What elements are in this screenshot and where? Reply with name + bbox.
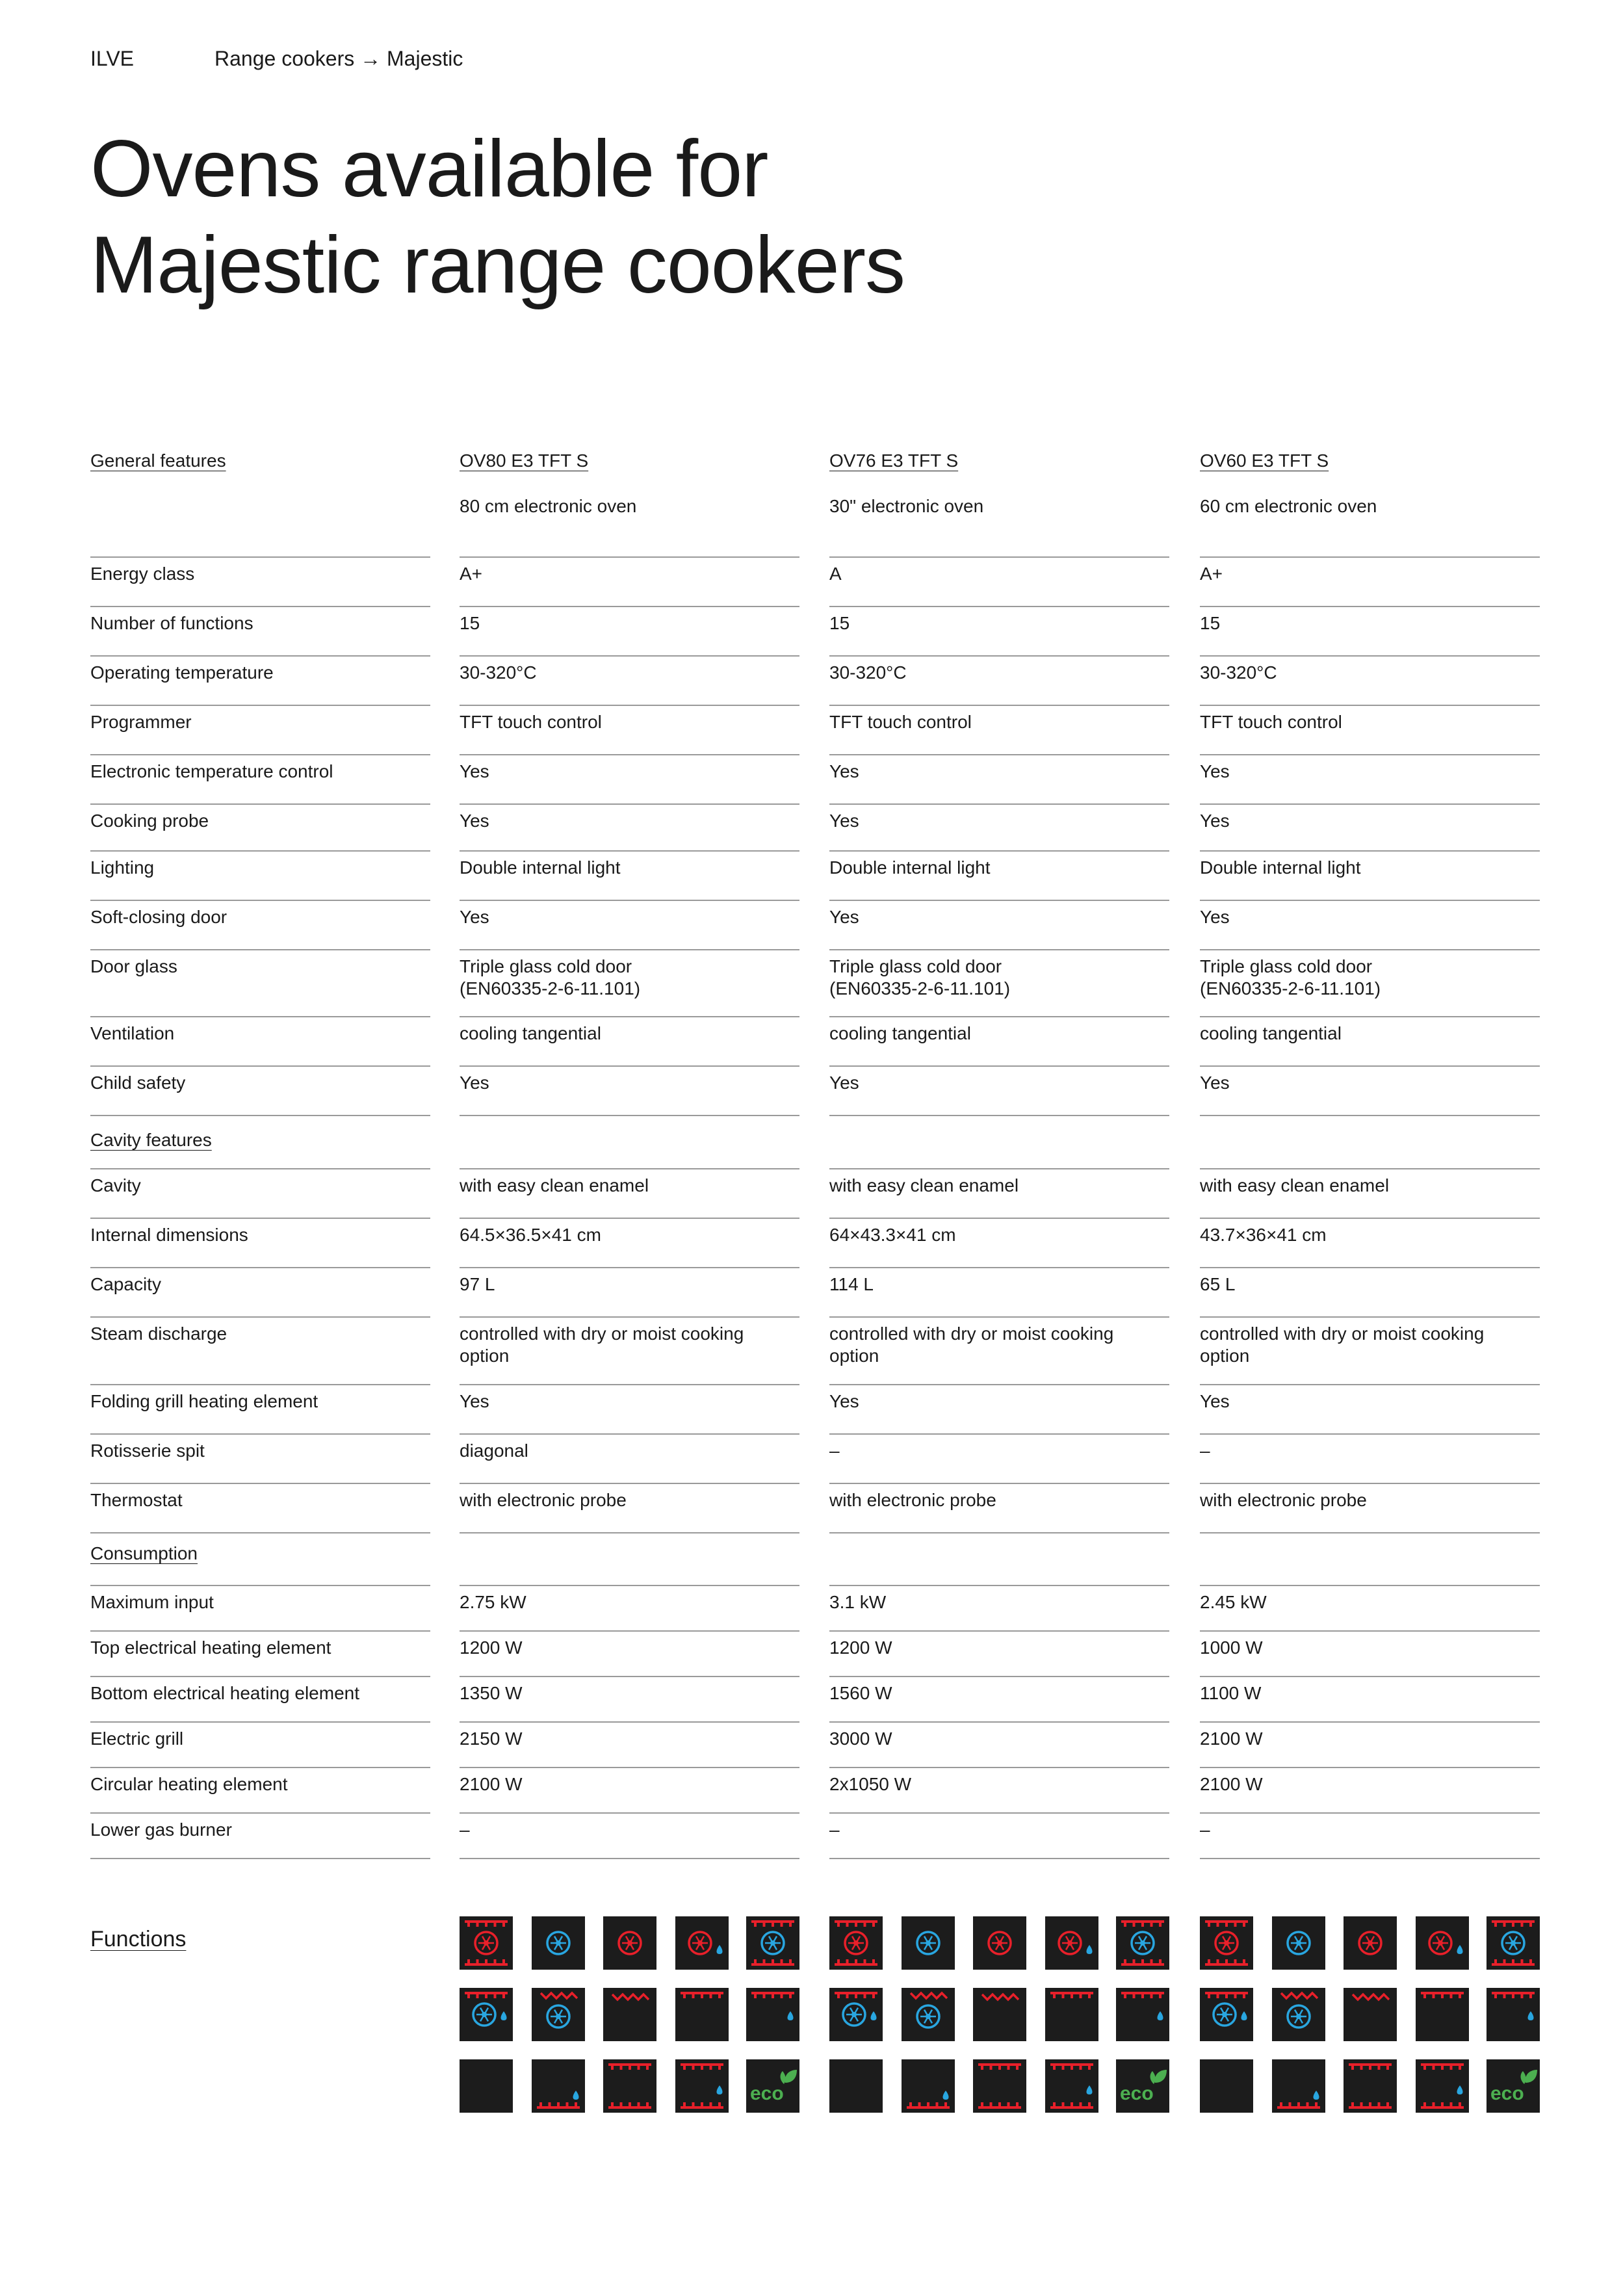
row-divider — [829, 1676, 1169, 1677]
row-divider — [1200, 803, 1540, 805]
spec-value: Yes — [829, 907, 859, 927]
spec-value: TFT touch control — [829, 712, 972, 732]
row-divider — [90, 803, 430, 805]
spec-value: Double internal light — [829, 857, 991, 878]
eco-label: eco — [1120, 2083, 1154, 2104]
spec-value: Triple glass cold door (EN60335-2-6-11.101) — [829, 956, 1011, 998]
row-divider — [90, 1267, 430, 1268]
row-divider — [829, 1433, 1169, 1435]
spec-value: Triple glass cold door (EN60335-2-6-11.101) — [460, 956, 641, 998]
spec-value: Yes — [460, 761, 489, 781]
fan-blue-top-bottom-icon — [746, 1916, 799, 1970]
fan-blue-grill-icon — [902, 1988, 955, 2041]
spec-value: A+ — [460, 564, 483, 584]
spec-label: Circular heating element — [90, 1774, 288, 1794]
spec-value: controlled with dry or moist cooking option — [460, 1324, 744, 1366]
row-divider — [90, 556, 430, 558]
row-divider — [90, 1168, 430, 1169]
row-divider — [460, 1218, 799, 1219]
top-element-icon — [1416, 1988, 1469, 2041]
spec-value: 64.5×36.5×41 cm — [460, 1225, 601, 1245]
row-divider — [829, 1721, 1169, 1723]
steam-drop-icon — [1272, 2059, 1325, 2113]
row-divider — [460, 1384, 799, 1385]
row-divider — [90, 1676, 430, 1677]
spec-label: Top electrical heating element — [90, 1637, 331, 1658]
spec-label: Lighting — [90, 857, 155, 878]
spec-label: Soft-closing door — [90, 907, 227, 927]
fan-red-icon — [973, 1916, 1026, 1970]
eco-icon — [746, 2059, 799, 2113]
row-divider — [829, 1384, 1169, 1385]
row-divider — [829, 655, 1169, 657]
fan-top-bottom-red-icon — [460, 1916, 513, 1970]
steam-icon — [746, 1988, 799, 2041]
table-end-divider — [1200, 1858, 1540, 1859]
row-divider — [1200, 850, 1540, 852]
row-divider — [1200, 1812, 1540, 1814]
grill-icon — [1344, 1988, 1397, 2041]
row-divider — [1200, 1767, 1540, 1768]
spec-label: Maximum input — [90, 1592, 214, 1612]
spec-value: 15 — [460, 613, 480, 633]
row-divider — [829, 1585, 1169, 1586]
spec-value: 2100 W — [1200, 1774, 1263, 1794]
spec-value: Yes — [1200, 761, 1230, 781]
spec-value: – — [1200, 1820, 1210, 1840]
model-description: 30" electronic oven — [829, 496, 984, 516]
spec-label: Operating temperature — [90, 662, 274, 683]
row-divider — [90, 1016, 430, 1017]
row-divider — [829, 1483, 1169, 1484]
spec-value: with electronic probe — [460, 1490, 627, 1510]
model-name: OV60 E3 TFT S — [1200, 450, 1329, 471]
table-end-divider — [90, 1858, 430, 1859]
top-element-icon — [1045, 1988, 1098, 2041]
spec-label: Energy class — [90, 564, 195, 584]
fan-red-icon — [603, 1916, 656, 1970]
row-divider — [460, 1767, 799, 1768]
row-divider — [460, 1483, 799, 1484]
breadcrumb[interactable]: Range cookers → Majestic — [214, 47, 463, 70]
row-divider — [829, 705, 1169, 706]
row-divider — [90, 1721, 430, 1723]
spec-value: – — [829, 1820, 840, 1840]
row-divider — [829, 1267, 1169, 1268]
row-divider — [90, 949, 430, 950]
spec-label: Lower gas burner — [90, 1820, 232, 1840]
spec-label: Cooking probe — [90, 811, 209, 831]
row-divider — [90, 1767, 430, 1768]
spec-label: Thermostat — [90, 1490, 183, 1510]
row-divider — [1200, 1630, 1540, 1632]
top-bottom-icon — [1344, 2059, 1397, 2113]
row-divider — [829, 556, 1169, 558]
row-divider — [460, 1812, 799, 1814]
spec-value: Yes — [829, 811, 859, 831]
spec-label: Internal dimensions — [90, 1225, 248, 1245]
spec-value: Yes — [1200, 907, 1230, 927]
bottom-heat-icon — [829, 2059, 883, 2113]
spec-value: 1200 W — [460, 1637, 523, 1658]
row-divider — [90, 1630, 430, 1632]
row-divider — [90, 1433, 430, 1435]
spec-value: 2100 W — [460, 1774, 523, 1794]
spec-value: with easy clean enamel — [460, 1175, 649, 1195]
spec-value: 30-320°C — [1200, 662, 1277, 683]
spec-value: – — [829, 1441, 840, 1461]
row-divider — [460, 1016, 799, 1017]
row-divider — [460, 1316, 799, 1318]
top-bottom-steam-icon — [1416, 2059, 1469, 2113]
fan-blue-icon — [1272, 1916, 1325, 1970]
row-divider — [460, 606, 799, 607]
row-divider — [90, 1812, 430, 1814]
row-divider — [829, 1767, 1169, 1768]
spec-value: cooling tangential — [1200, 1023, 1342, 1043]
row-divider — [460, 803, 799, 805]
eco-icon — [1116, 2059, 1169, 2113]
row-divider — [1200, 1115, 1540, 1116]
spec-label: Bottom electrical heating element — [90, 1683, 359, 1703]
spec-label: Rotisserie spit — [90, 1441, 205, 1461]
spec-value: controlled with dry or moist cooking option — [829, 1324, 1114, 1366]
row-divider — [829, 900, 1169, 901]
model-description: 80 cm electronic oven — [460, 496, 637, 516]
row-divider — [1200, 1168, 1540, 1169]
spec-value: with easy clean enamel — [829, 1175, 1019, 1195]
row-divider — [460, 655, 799, 657]
row-divider — [829, 1812, 1169, 1814]
fan-blue-steam-icon — [1200, 1988, 1253, 2041]
row-divider — [1200, 900, 1540, 901]
spec-value: controlled with dry or moist cooking option — [1200, 1324, 1485, 1366]
row-divider — [829, 850, 1169, 852]
spec-value: A — [829, 564, 842, 584]
row-divider — [90, 1218, 430, 1219]
row-divider — [460, 754, 799, 755]
eco-icon — [1487, 2059, 1540, 2113]
model-description: 60 cm electronic oven — [1200, 496, 1377, 516]
top-bottom-steam-icon — [1045, 2059, 1098, 2113]
row-divider — [829, 1218, 1169, 1219]
row-divider — [90, 1384, 430, 1385]
row-divider — [90, 1115, 430, 1116]
top-bottom-icon — [603, 2059, 656, 2113]
row-divider — [460, 556, 799, 558]
row-divider — [1200, 1532, 1540, 1533]
fan-blue-top-bottom-icon — [1487, 1916, 1540, 1970]
row-divider — [90, 754, 430, 755]
row-divider — [90, 1585, 430, 1586]
table-end-divider — [829, 1858, 1169, 1859]
model-name: OV80 E3 TFT S — [460, 450, 589, 471]
fan-blue-grill-icon — [532, 1988, 585, 2041]
spec-value: Yes — [460, 1391, 489, 1411]
spec-value: diagonal — [460, 1441, 528, 1461]
spec-value: Yes — [829, 1391, 859, 1411]
functions-icon-grid — [460, 1916, 799, 2111]
section-title-functions: Functions — [90, 1927, 187, 1951]
row-divider — [1200, 1218, 1540, 1219]
steam-drop-icon — [902, 2059, 955, 2113]
spec-value: TFT touch control — [1200, 712, 1342, 732]
spec-value: 2x1050 W — [829, 1774, 912, 1794]
fan-red-steam-icon — [1045, 1916, 1098, 1970]
spec-label: Child safety — [90, 1073, 186, 1093]
spec-value: Yes — [829, 1073, 859, 1093]
row-divider — [90, 1316, 430, 1318]
spec-value: cooling tangential — [829, 1023, 971, 1043]
spec-value: 1350 W — [460, 1683, 523, 1703]
steam-drop-icon — [532, 2059, 585, 2113]
spec-value: 1560 W — [829, 1683, 892, 1703]
row-divider — [1200, 705, 1540, 706]
row-divider — [460, 1267, 799, 1268]
fan-red-steam-icon — [1416, 1916, 1469, 1970]
row-divider — [829, 1168, 1169, 1169]
row-divider — [829, 1316, 1169, 1318]
spec-label: Steam discharge — [90, 1324, 227, 1344]
spec-value: with easy clean enamel — [1200, 1175, 1390, 1195]
row-divider — [90, 705, 430, 706]
spec-value: 43.7×36×41 cm — [1200, 1225, 1327, 1245]
spec-label: Capacity — [90, 1274, 161, 1294]
page-title: Ovens available for Majestic range cookers — [90, 124, 905, 310]
spec-value: Yes — [1200, 1073, 1230, 1093]
row-divider — [90, 606, 430, 607]
spec-value: 65 L — [1200, 1274, 1236, 1294]
spec-value: 15 — [1200, 613, 1221, 633]
functions-icon-grid — [1200, 1916, 1540, 2111]
fan-top-bottom-red-icon — [829, 1916, 883, 1970]
spec-value: Yes — [829, 761, 859, 781]
spec-value: 2100 W — [1200, 1729, 1263, 1749]
spec-label: Electric grill — [90, 1729, 184, 1749]
spec-value: – — [460, 1820, 470, 1840]
spec-value: 3.1 kW — [829, 1592, 887, 1612]
fan-blue-icon — [532, 1916, 585, 1970]
bottom-heat-icon — [460, 2059, 513, 2113]
table-end-divider — [460, 1858, 799, 1859]
row-divider — [829, 949, 1169, 950]
row-divider — [829, 1016, 1169, 1017]
row-divider — [460, 705, 799, 706]
spec-label: Programmer — [90, 712, 192, 732]
fan-blue-icon — [902, 1916, 955, 1970]
spec-label: Folding grill heating element — [90, 1391, 318, 1411]
row-divider — [460, 900, 799, 901]
row-divider — [1200, 1721, 1540, 1723]
spec-value: 30-320°C — [460, 662, 537, 683]
grill-icon — [973, 1988, 1026, 2041]
row-divider — [460, 1433, 799, 1435]
section-title-cavity: Cavity features — [90, 1130, 212, 1150]
functions-icon-grid — [829, 1916, 1169, 2111]
spec-value: Yes — [460, 907, 489, 927]
row-divider — [1200, 1267, 1540, 1268]
top-bottom-icon — [973, 2059, 1026, 2113]
spec-value: 15 — [829, 613, 850, 633]
row-divider — [90, 850, 430, 852]
spec-value: Yes — [1200, 1391, 1230, 1411]
row-divider — [1200, 1016, 1540, 1017]
fan-blue-grill-icon — [1272, 1988, 1325, 2041]
row-divider — [460, 1532, 799, 1533]
spec-label: Cavity — [90, 1175, 141, 1195]
row-divider — [90, 1532, 430, 1533]
row-divider — [1200, 1676, 1540, 1677]
row-divider — [90, 655, 430, 657]
spec-value: 30-320°C — [829, 662, 907, 683]
row-divider — [460, 1676, 799, 1677]
row-divider — [1200, 1585, 1540, 1586]
row-divider — [90, 1065, 430, 1067]
spec-value: – — [1200, 1441, 1210, 1461]
top-element-icon — [675, 1988, 729, 2041]
row-divider — [460, 1630, 799, 1632]
spec-value: 2.45 kW — [1200, 1592, 1267, 1612]
row-divider — [1200, 1316, 1540, 1318]
row-divider — [90, 1483, 430, 1484]
section-title-consumption: Consumption — [90, 1543, 198, 1563]
row-divider — [1200, 1384, 1540, 1385]
row-divider — [829, 1115, 1169, 1116]
spec-value: 3000 W — [829, 1729, 892, 1749]
fan-red-icon — [1344, 1916, 1397, 1970]
spec-value: 1000 W — [1200, 1637, 1263, 1658]
spec-value: with electronic probe — [1200, 1490, 1367, 1510]
spec-value: Triple glass cold door (EN60335-2-6-11.101) — [1200, 956, 1381, 998]
fan-blue-steam-icon — [829, 1988, 883, 2041]
model-name: OV76 E3 TFT S — [829, 450, 959, 471]
row-divider — [1200, 1483, 1540, 1484]
bottom-heat-icon — [1200, 2059, 1253, 2113]
spec-value: cooling tangential — [460, 1023, 601, 1043]
row-divider — [1200, 949, 1540, 950]
spec-value: A+ — [1200, 564, 1223, 584]
steam-icon — [1487, 1988, 1540, 2041]
grill-icon — [603, 1988, 656, 2041]
spec-label: Ventilation — [90, 1023, 175, 1043]
row-divider — [460, 1065, 799, 1067]
row-divider — [1200, 655, 1540, 657]
spec-value: Yes — [1200, 811, 1230, 831]
steam-icon — [1116, 1988, 1169, 2041]
row-divider — [1200, 754, 1540, 755]
row-divider — [829, 1065, 1169, 1067]
spec-label: Door glass — [90, 956, 177, 976]
top-bottom-steam-icon — [675, 2059, 729, 2113]
eco-label: eco — [750, 2083, 784, 2104]
row-divider — [1200, 1065, 1540, 1067]
brand-label: ILVE — [90, 47, 134, 70]
spec-value: 2150 W — [460, 1729, 523, 1749]
spec-value: 64×43.3×41 cm — [829, 1225, 956, 1245]
row-divider — [90, 900, 430, 901]
spec-value: Double internal light — [1200, 857, 1361, 878]
row-divider — [460, 850, 799, 852]
spec-value: 114 L — [829, 1274, 874, 1294]
section-title-general: General features — [90, 450, 226, 471]
row-divider — [1200, 556, 1540, 558]
spec-value: 97 L — [460, 1274, 495, 1294]
row-divider — [460, 949, 799, 950]
fan-top-bottom-red-icon — [1200, 1916, 1253, 1970]
row-divider — [460, 1585, 799, 1586]
row-divider — [1200, 606, 1540, 607]
row-divider — [829, 1532, 1169, 1533]
row-divider — [1200, 1433, 1540, 1435]
row-divider — [829, 803, 1169, 805]
spec-label: Electronic temperature control — [90, 761, 333, 781]
row-divider — [829, 606, 1169, 607]
row-divider — [829, 754, 1169, 755]
spec-value: TFT touch control — [460, 712, 602, 732]
fan-red-steam-icon — [675, 1916, 729, 1970]
row-divider — [460, 1721, 799, 1723]
spec-value: 2.75 kW — [460, 1592, 526, 1612]
spec-value: Double internal light — [460, 857, 621, 878]
eco-label: eco — [1490, 2083, 1524, 2104]
row-divider — [829, 1630, 1169, 1632]
fan-blue-top-bottom-icon — [1116, 1916, 1169, 1970]
fan-blue-steam-icon — [460, 1988, 513, 2041]
spec-label: Number of functions — [90, 613, 253, 633]
row-divider — [460, 1168, 799, 1169]
spec-value: 1200 W — [829, 1637, 892, 1658]
spec-value: with electronic probe — [829, 1490, 996, 1510]
spec-value: Yes — [460, 1073, 489, 1093]
row-divider — [460, 1115, 799, 1116]
spec-value: Yes — [460, 811, 489, 831]
spec-value: 1100 W — [1200, 1683, 1262, 1703]
